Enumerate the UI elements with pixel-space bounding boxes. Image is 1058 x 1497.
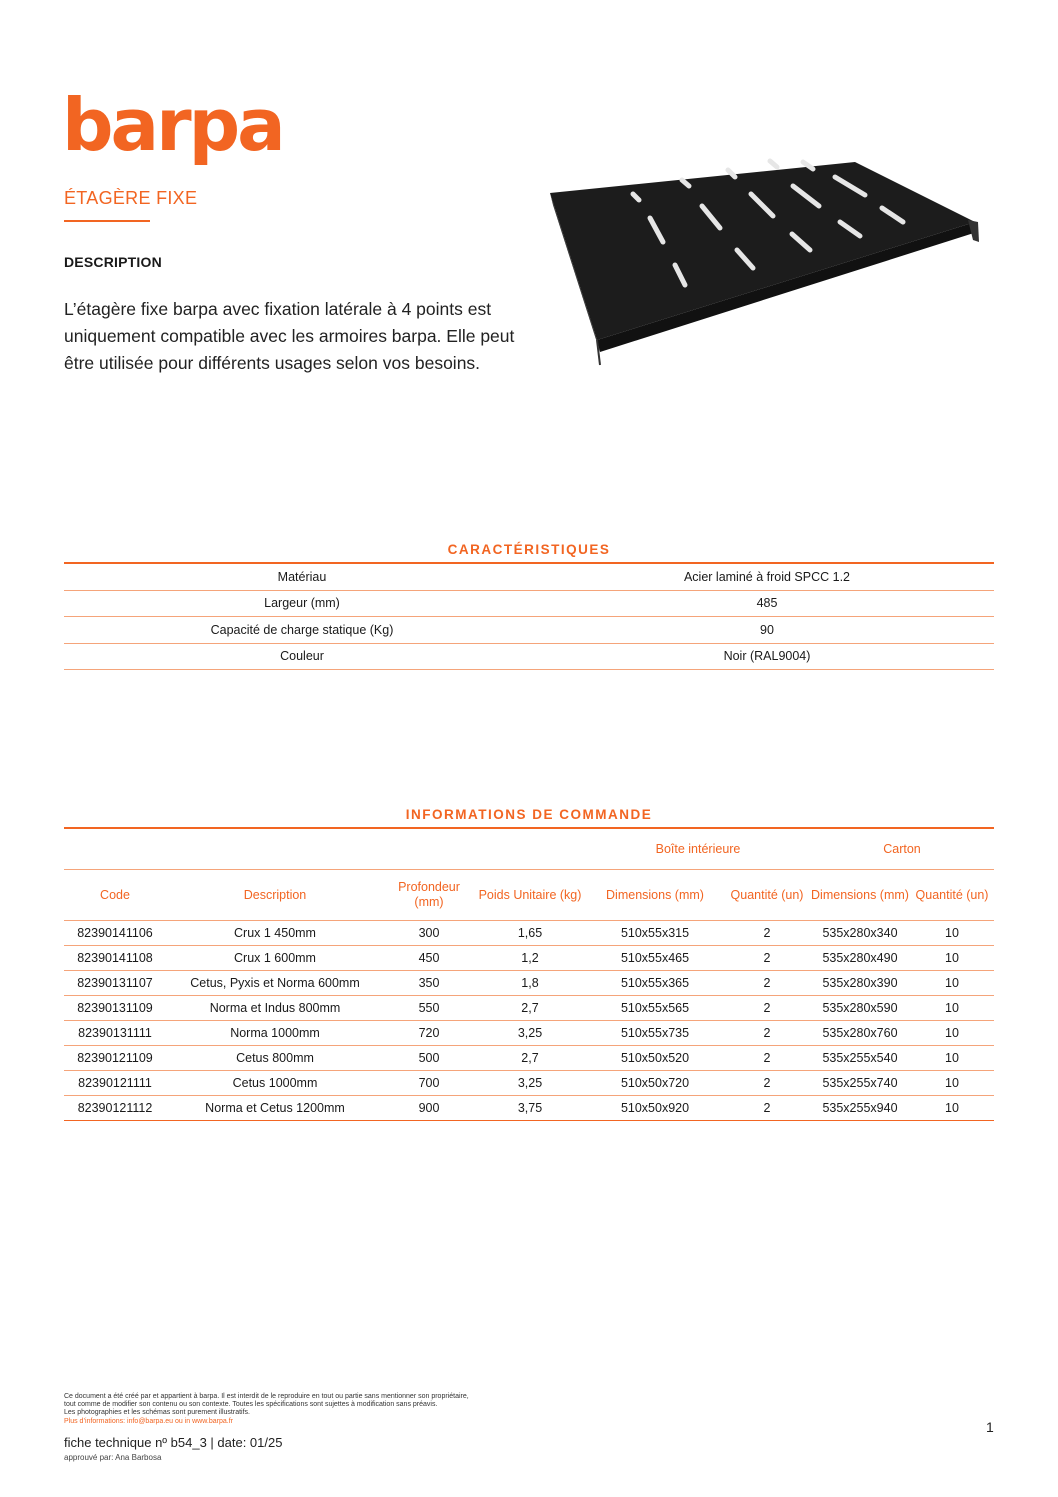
product-title: ÉTAGÈRE FIXE bbox=[64, 188, 198, 208]
table-row bbox=[64, 971, 994, 996]
spec-label: Couleur bbox=[64, 643, 540, 670]
specs-row bbox=[64, 643, 994, 670]
cell-inner-dimensions: 510x55x465 bbox=[586, 946, 724, 971]
specs-row bbox=[64, 617, 994, 644]
document-reference: fiche technique nº b54_3 | date: 01/25 bbox=[64, 1435, 283, 1450]
cell-inner-quantity: 2 bbox=[724, 996, 810, 1021]
cell-code: 82390121111 bbox=[64, 1071, 166, 1096]
cell-code: 82390141106 bbox=[64, 921, 166, 946]
table-row bbox=[64, 921, 994, 946]
legal-line: tout comme de modifier son contenu ou son contexte. Toutes les spécifications sont sujettes à modification sans préavis. bbox=[64, 1401, 438, 1409]
cell-code: 82390121109 bbox=[64, 1046, 166, 1071]
shelf-product-image bbox=[545, 150, 985, 370]
title-divider bbox=[64, 220, 150, 222]
cell-inner-quantity: 2 bbox=[724, 1071, 810, 1096]
cell-weight: 1,2 bbox=[474, 946, 586, 971]
cell-depth: 300 bbox=[384, 921, 474, 946]
cell-depth: 500 bbox=[384, 1046, 474, 1071]
page-number: 1 bbox=[986, 1419, 994, 1435]
cell-code: 82390131111 bbox=[64, 1021, 166, 1046]
col-header-description: Description bbox=[166, 870, 384, 921]
cell-inner-quantity: 2 bbox=[724, 921, 810, 946]
cell-carton-quantity: 10 bbox=[910, 1046, 994, 1071]
cell-code: 82390131109 bbox=[64, 996, 166, 1021]
cell-description: Norma et Indus 800mm bbox=[166, 996, 384, 1021]
cell-carton-quantity: 10 bbox=[910, 971, 994, 996]
cell-code: 82390121112 bbox=[64, 1096, 166, 1121]
cell-weight: 3,25 bbox=[474, 1071, 586, 1096]
cell-depth: 720 bbox=[384, 1021, 474, 1046]
cell-carton-dimensions: 535x255x740 bbox=[810, 1071, 910, 1096]
cell-description: Norma et Cetus 1200mm bbox=[166, 1096, 384, 1121]
col-header-code: Code bbox=[64, 870, 166, 921]
cell-description: Norma 1000mm bbox=[166, 1021, 384, 1046]
cell-inner-dimensions: 510x55x735 bbox=[586, 1021, 724, 1046]
barpa-logo bbox=[62, 92, 288, 172]
cell-carton-quantity: 10 bbox=[910, 996, 994, 1021]
col-header-carton-quantity: Quantité (un) bbox=[910, 870, 994, 921]
table-row bbox=[64, 1046, 994, 1071]
legal-line: Les photographies et les schémas sont purement illustratifs. bbox=[64, 1409, 250, 1417]
col-header-weight: Poids Unitaire (kg) bbox=[474, 870, 586, 921]
cell-depth: 550 bbox=[384, 996, 474, 1021]
cell-depth: 900 bbox=[384, 1096, 474, 1121]
cell-carton-dimensions: 535x280x760 bbox=[810, 1021, 910, 1046]
cell-carton-dimensions: 535x280x590 bbox=[810, 996, 910, 1021]
cell-weight: 3,75 bbox=[474, 1096, 586, 1121]
cell-inner-quantity: 2 bbox=[724, 971, 810, 996]
col-header-depth: Profondeur (mm) bbox=[384, 870, 474, 921]
order-section-title: INFORMATIONS DE COMMANDE bbox=[405, 807, 653, 822]
cell-code: 82390141108 bbox=[64, 946, 166, 971]
table-row bbox=[64, 1021, 994, 1046]
description-heading: DESCRIPTION bbox=[64, 254, 162, 270]
table-row bbox=[64, 996, 994, 1021]
cell-description: Crux 1 450mm bbox=[166, 921, 384, 946]
cell-weight: 1,65 bbox=[474, 921, 586, 946]
specs-row bbox=[64, 590, 994, 617]
col-header-inner-quantity: Quantité (un) bbox=[724, 870, 810, 921]
cell-inner-dimensions: 510x55x365 bbox=[586, 971, 724, 996]
cell-carton-dimensions: 535x255x940 bbox=[810, 1096, 910, 1121]
footer-legal-notice bbox=[64, 1393, 584, 1426]
cell-inner-quantity: 2 bbox=[724, 1046, 810, 1071]
svg-text:barpa: barpa bbox=[62, 92, 283, 167]
cell-description: Cetus 800mm bbox=[166, 1046, 384, 1071]
group-spacer bbox=[64, 828, 586, 870]
cell-inner-dimensions: 510x50x920 bbox=[586, 1096, 724, 1121]
cell-inner-dimensions: 510x55x565 bbox=[586, 996, 724, 1021]
cell-inner-quantity: 2 bbox=[724, 946, 810, 971]
cell-carton-dimensions: 535x255x540 bbox=[810, 1046, 910, 1071]
spec-label: Matériau bbox=[64, 563, 540, 590]
specs-table bbox=[64, 562, 994, 670]
order-table bbox=[64, 827, 994, 1121]
cell-inner-quantity: 2 bbox=[724, 1021, 810, 1046]
cell-carton-dimensions: 535x280x390 bbox=[810, 971, 910, 996]
cell-description: Cetus, Pyxis et Norma 600mm bbox=[166, 971, 384, 996]
table-row bbox=[64, 1071, 994, 1096]
cell-depth: 450 bbox=[384, 946, 474, 971]
spec-value: Acier laminé à froid SPCC 1.2 bbox=[540, 563, 994, 590]
cell-carton-quantity: 10 bbox=[910, 921, 994, 946]
spec-value: 485 bbox=[540, 590, 994, 617]
cell-description: Cetus 1000mm bbox=[166, 1071, 384, 1096]
table-row bbox=[64, 946, 994, 971]
cell-carton-quantity: 10 bbox=[910, 1071, 994, 1096]
cell-carton-dimensions: 535x280x340 bbox=[810, 921, 910, 946]
specs-section-title: CARACTÉRISTIQUES bbox=[447, 542, 611, 557]
table-row bbox=[64, 1096, 994, 1121]
cell-carton-quantity: 10 bbox=[910, 1021, 994, 1046]
cell-carton-quantity: 10 bbox=[910, 946, 994, 971]
cell-inner-dimensions: 510x50x520 bbox=[586, 1046, 724, 1071]
legal-line: Ce document a été créé par et appartient à barpa. Il est interdit de le reproduire en tout ou partie sans mentionner son propriétaire, bbox=[64, 1393, 469, 1400]
spec-label: Capacité de charge statique (Kg) bbox=[64, 617, 540, 644]
description-text: L’étagère fixe barpa avec fixation latérale à 4 points est uniquement compatible avec les armoires barpa. Elle peut être utilisée pour différents usages selon vos besoins. bbox=[64, 299, 515, 373]
specs-row bbox=[64, 563, 994, 590]
contact-line: Plus d’informations: info@barpa.eu ou in www.barpa.fr bbox=[64, 1417, 233, 1425]
cell-weight: 2,7 bbox=[474, 1046, 586, 1071]
cell-weight: 2,7 bbox=[474, 996, 586, 1021]
cell-code: 82390131107 bbox=[64, 971, 166, 996]
cell-depth: 350 bbox=[384, 971, 474, 996]
col-header-carton-dimensions: Dimensions (mm) bbox=[810, 870, 910, 921]
cell-carton-quantity: 10 bbox=[910, 1096, 994, 1121]
cell-description: Crux 1 600mm bbox=[166, 946, 384, 971]
cell-weight: 3,25 bbox=[474, 1021, 586, 1046]
group-header-inner-box: Boîte intérieure bbox=[586, 828, 810, 870]
cell-depth: 700 bbox=[384, 1071, 474, 1096]
spec-value: 90 bbox=[540, 617, 994, 644]
approved-by: approuvé par: Ana Barbosa bbox=[64, 1453, 162, 1462]
spec-label: Largeur (mm) bbox=[64, 590, 540, 617]
col-header-inner-dimensions: Dimensions (mm) bbox=[586, 870, 724, 921]
group-header-carton: Carton bbox=[810, 828, 994, 870]
cell-carton-dimensions: 535x280x490 bbox=[810, 946, 910, 971]
cell-weight: 1,8 bbox=[474, 971, 586, 996]
cell-inner-dimensions: 510x50x720 bbox=[586, 1071, 724, 1096]
cell-inner-quantity: 2 bbox=[724, 1096, 810, 1121]
spec-value: Noir (RAL9004) bbox=[540, 643, 994, 670]
cell-inner-dimensions: 510x55x315 bbox=[586, 921, 724, 946]
